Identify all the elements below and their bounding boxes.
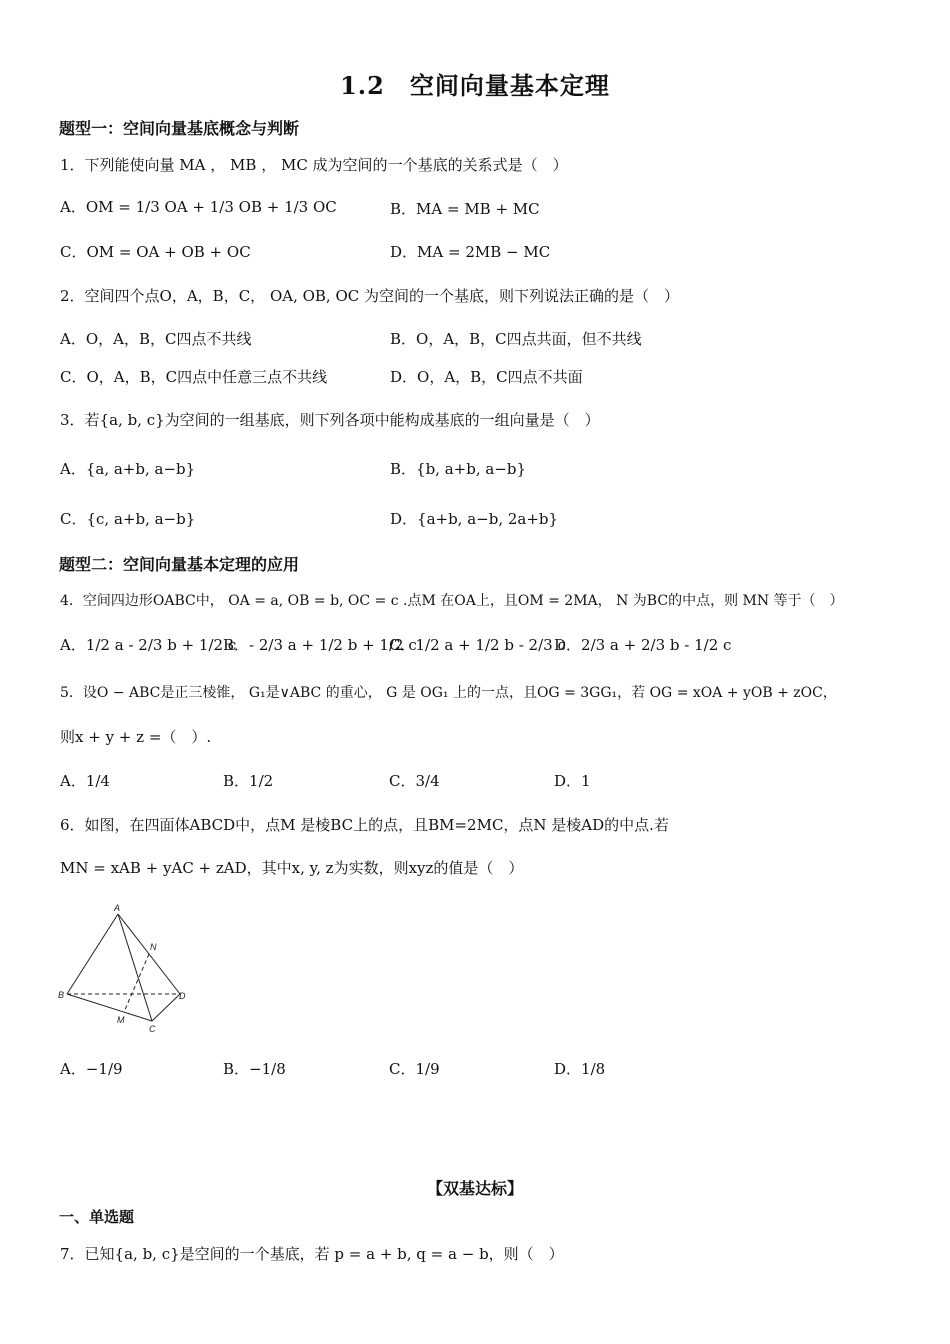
- question-1-option-a: A．OM = 1/3 OA + 1/3 OB + 1/3 OC: [60, 198, 337, 216]
- question-3-stem: 3．若{a, b, c}为空间的一组基底，则下列各项中能构成基底的一组向量是（ ）: [60, 411, 600, 429]
- question-1-stem: 1．下列能使向量 MA ， MB ， MC 成为空间的一个基底的关系式是（ ）: [60, 156, 568, 174]
- section-heading-single-choice: 一、单选题: [59, 1208, 135, 1226]
- edge-cd: [152, 994, 180, 1021]
- question-6-option-c: C．1/9: [389, 1060, 440, 1078]
- question-4-option-b: B．- 2/3 a + 1/2 b + 1/2 c: [223, 636, 417, 654]
- section-heading-type1: 题型一：空间向量基底概念与判断: [59, 119, 300, 138]
- edge-ab: [67, 914, 118, 994]
- question-5-option-b: B．1/2: [223, 772, 274, 790]
- question-5-stem-line2: 则x + y + z =（ ）.: [60, 728, 212, 746]
- question-4-option-c: C．1/2 a + 1/2 b - 2/3 c: [389, 636, 566, 654]
- question-1-option-c: C．OM = OA + OB + OC: [60, 243, 251, 261]
- edge-ac: [118, 914, 152, 1021]
- question-2-stem: 2．空间四个点O，A，B，C， OA, OB, OC 为空间的一个基底，则下列说法正确的是（ ）: [60, 287, 680, 305]
- label-m: M: [117, 1015, 125, 1025]
- question-4-option-d: D．2/3 a + 2/3 b - 1/2 c: [554, 636, 732, 654]
- question-1-option-b: B．MA = MB + MC: [390, 200, 540, 218]
- label-a: A: [114, 903, 121, 913]
- label-n: N: [150, 942, 157, 952]
- question-6-option-d: D．1/8: [554, 1060, 606, 1078]
- question-4-stem: 4．空间四边形OABC中， OA = a, OB = b, OC = c .点M 在OA上，且OM = 2MA， N 为BC的中点，则 MN 等于（ ）: [60, 593, 844, 609]
- page-title: 1.2 空间向量基本定理: [340, 71, 610, 100]
- question-3-option-c: C．{c, a+b, a−b}: [60, 510, 196, 528]
- segment-mn: [124, 954, 149, 1012]
- question-1-option-d: D．MA = 2MB − MC: [390, 243, 551, 261]
- question-6-option-b: B．−1/8: [223, 1060, 286, 1078]
- question-2-option-d: D．O，A，B，C四点不共面: [390, 368, 583, 386]
- question-5-option-c: C．3/4: [389, 772, 440, 790]
- section-heading-type2: 题型二：空间向量基本定理的应用: [59, 555, 300, 574]
- question-3-option-d: D．{a+b, a−b, 2a+b}: [390, 510, 559, 528]
- question-7-stem: 7．已知{a, b, c}是空间的一个基底，若 p = a + b, q = a − b，则（ ）: [60, 1245, 564, 1263]
- label-c: C: [149, 1024, 156, 1034]
- question-6-stem: 6．如图，在四面体ABCD中，点M 是棱BC上的点，且BM=2MC，点N 是棱AD的中点.若: [60, 816, 669, 834]
- label-b: B: [58, 990, 65, 1000]
- question-3-option-b: B．{b, a+b, a−b}: [390, 460, 527, 478]
- question-2-option-a: A．O，A，B，C四点不共线: [60, 330, 252, 348]
- question-6-stem-line2: MN = xAB + yAC + zAD，其中x, y, z为实数，则xyz的值是（ ）: [60, 859, 524, 877]
- question-5-option-a: A．1/4: [60, 772, 110, 790]
- question-4-option-a: A．1/2 a - 2/3 b + 1/2 c: [60, 636, 237, 654]
- question-5-stem: 5．设O − ABC是正三棱锥， G₁是∨ABC 的重心， G 是 OG₁ 上的一点，且OG = 3GG₁，若 OG = xOA + yOB + zOC，: [60, 685, 837, 701]
- tetrahedron-figure: [55, 895, 200, 1035]
- question-2-option-c: C．O，A，B，C四点中任意三点不共线: [60, 368, 328, 386]
- question-6-option-a: A．−1/9: [60, 1060, 123, 1078]
- edge-bc: [67, 994, 152, 1021]
- section-heading-double-basics: 【双基达标】: [426, 1179, 523, 1198]
- question-3-option-a: A．{a, a+b, a−b}: [60, 460, 196, 478]
- question-5-option-d: D．1: [554, 772, 591, 790]
- question-2-option-b: B．O，A，B，C四点共面，但不共线: [390, 330, 642, 348]
- label-d: D: [179, 991, 186, 1001]
